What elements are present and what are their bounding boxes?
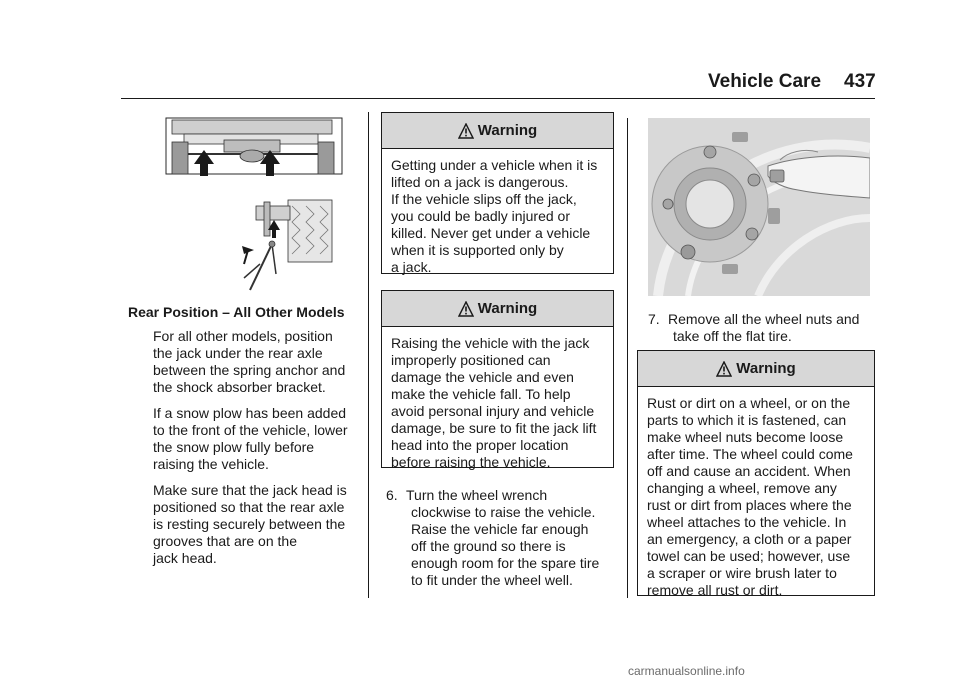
text-line: Raise the vehicle far enough	[411, 521, 589, 537]
warning-header	[382, 113, 613, 149]
header-divider	[121, 98, 875, 99]
warning-text	[382, 149, 613, 284]
text-line: an emergency, a cloth or a paper	[647, 531, 852, 547]
step-item	[386, 487, 621, 504]
step-text	[648, 328, 878, 345]
text-line: If the vehicle slips off the jack,	[391, 191, 577, 207]
text-line: parts to which it is fastened, can	[647, 412, 847, 428]
text-line: rust or dirt from places where the	[647, 497, 852, 513]
text-line: off and cause an accident. When	[647, 463, 851, 479]
warning-text	[382, 327, 613, 479]
text-line: avoid personal injury and vehicle	[391, 403, 595, 419]
text-line: damage, be sure to fit the jack lift	[391, 420, 597, 436]
text-line: jack head.	[153, 550, 217, 566]
page-number: 437	[844, 71, 876, 92]
text-line: remove all rust or dirt.	[647, 582, 783, 598]
warning-box	[637, 350, 875, 596]
text-line: off the ground so there is	[411, 538, 566, 554]
text-line: improperly positioned can	[391, 352, 551, 368]
text-line: is resting securely between the	[153, 516, 346, 532]
text-line: damage the vehicle and even	[391, 369, 574, 385]
section-title: Vehicle Care	[708, 71, 822, 92]
text-line: between the spring anchor and	[153, 362, 346, 378]
warning-text	[638, 387, 874, 607]
text-line: to fit under the wheel well.	[411, 572, 573, 588]
jack-position-illustration	[164, 114, 344, 294]
text-line: the jack under the rear axle	[153, 345, 323, 361]
text-line: enough room for the spare tire	[411, 555, 600, 571]
step-number: 6.	[386, 487, 398, 503]
column-divider-right	[627, 118, 628, 598]
text-line: For all other models, position	[153, 328, 333, 344]
text-line: grooves that are on the	[153, 533, 297, 549]
text-line: Turn the wheel wrench	[406, 487, 548, 503]
text-line: wheel attaches to the vehicle. In	[647, 514, 847, 530]
paragraph	[153, 482, 363, 567]
text-line: after time. The wheel could come	[647, 446, 853, 462]
text-line: If a snow plow has been added	[153, 405, 347, 421]
warning-box	[381, 290, 614, 468]
step-number: 7.	[648, 311, 660, 327]
text-line: clockwise to raise the vehicle.	[411, 504, 596, 520]
text-line: to the front of the vehicle, lower	[153, 422, 348, 438]
text-line: the shock absorber bracket.	[153, 379, 326, 395]
warning-title: Warning	[477, 300, 538, 317]
text-line: take off the flat tire.	[673, 328, 792, 344]
text-line: a scraper or wire brush later to	[647, 565, 837, 581]
text-line: Getting under a vehicle when it is	[391, 157, 598, 173]
text-line: raising the vehicle.	[153, 456, 269, 472]
warning-box	[381, 112, 614, 274]
step-6	[386, 487, 621, 589]
step-text	[386, 504, 621, 589]
warning-triangle-icon	[458, 301, 474, 317]
figure-caption: Rear Position – All Other Models	[128, 304, 345, 320]
paragraph	[153, 328, 363, 396]
text-line: a jack.	[391, 259, 432, 275]
left-body	[153, 328, 363, 576]
watermark: carmanualsonline.info	[628, 664, 745, 678]
step-7	[648, 311, 878, 345]
text-line: lifted on a jack is dangerous.	[391, 174, 569, 190]
text-line: Raising the vehicle with the jack	[391, 335, 590, 351]
text-line: make the vehicle fall. To help	[391, 386, 571, 402]
wheel-nut-removal-illustration	[648, 118, 870, 296]
text-line: you could be badly injured or	[391, 208, 571, 224]
text-line: killed. Never get under a vehicle	[391, 225, 591, 241]
text-line: Make sure that the jack head is	[153, 482, 347, 498]
warning-title: Warning	[736, 360, 796, 377]
text-line: the snow plow fully before	[153, 439, 315, 455]
text-line: when it is supported only by	[391, 242, 564, 258]
text-line: make wheel nuts become loose	[647, 429, 844, 445]
text-line: towel can be used; however, use	[647, 548, 851, 564]
step-item	[648, 311, 878, 328]
text-line: before raising the vehicle.	[391, 454, 551, 470]
text-line: Rust or dirt on a wheel, or on the	[647, 395, 851, 411]
text-line: changing a wheel, remove any	[647, 480, 837, 496]
warning-header	[382, 291, 613, 327]
text-line: head into the proper location	[391, 437, 569, 453]
column-divider-left	[368, 112, 369, 598]
paragraph	[153, 405, 363, 473]
warning-header	[638, 351, 874, 387]
warning-triangle-icon	[716, 361, 732, 377]
warning-title: Warning	[477, 122, 538, 139]
warning-triangle-icon	[458, 123, 474, 139]
text-line: Remove all the wheel nuts and	[668, 311, 860, 327]
text-line: positioned so that the rear axle	[153, 499, 345, 515]
